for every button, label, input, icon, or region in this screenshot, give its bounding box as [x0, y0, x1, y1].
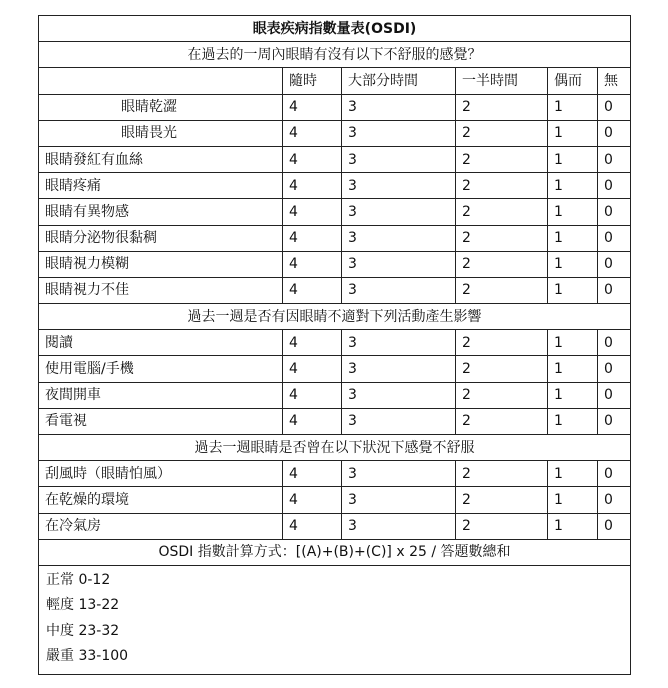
score-cell: 4	[283, 251, 342, 277]
question-row	[39, 94, 631, 120]
question-label: 眼睛疼痛	[39, 173, 283, 199]
score-cell: 3	[342, 94, 456, 120]
score-cell: 4	[283, 513, 342, 539]
score-cell: 1	[548, 461, 598, 487]
question-label: 眼睛發紅有血絲	[39, 146, 283, 172]
score-cell: 4	[283, 173, 342, 199]
score-cell: 3	[342, 408, 456, 434]
score-cell: 4	[283, 330, 342, 356]
section-row	[39, 304, 631, 330]
score-cell: 2	[456, 513, 548, 539]
question-row	[39, 330, 631, 356]
score-cell: 0	[598, 356, 631, 382]
score-cell: 0	[598, 330, 631, 356]
score-cell: 2	[456, 330, 548, 356]
question-row	[39, 487, 631, 513]
score-cell: 3	[342, 146, 456, 172]
score-cell: 1	[548, 330, 598, 356]
score-cell: 1	[548, 382, 598, 408]
question-row	[39, 461, 631, 487]
score-cell: 3	[342, 513, 456, 539]
score-cell: 3	[342, 251, 456, 277]
score-cell: 3	[342, 173, 456, 199]
question-label: 眼睛視力不佳	[39, 277, 283, 303]
question-label: 刮風時（眼睛怕風）	[39, 461, 283, 487]
question-label: 在冷氣房	[39, 513, 283, 539]
question-label: 夜間開車	[39, 382, 283, 408]
header-always: 隨時	[283, 68, 342, 94]
score-cell: 2	[456, 356, 548, 382]
section-row	[39, 539, 631, 565]
severity-item: 輕度 13-22	[46, 597, 120, 614]
score-cell: 4	[283, 120, 342, 146]
score-cell: 0	[598, 199, 631, 225]
score-cell: 4	[283, 382, 342, 408]
header-blank	[39, 68, 283, 94]
question-label: 閱讀	[39, 330, 283, 356]
score-cell: 1	[548, 94, 598, 120]
question-row	[39, 225, 631, 251]
question-row	[39, 199, 631, 225]
header-sometimes: 偶而	[548, 68, 598, 94]
header-row	[39, 68, 631, 94]
formula-row: OSDI 指數計算方式：[(A)+(B)+(C)] x 25 / 答題數總和	[39, 539, 631, 565]
score-cell: 1	[548, 199, 598, 225]
question-label: 眼睛有異物感	[39, 199, 283, 225]
question-row	[39, 173, 631, 199]
section-heading-2: 過去一週是否有因眼睛不適對下列活動產生影響	[39, 304, 631, 330]
score-cell: 4	[283, 146, 342, 172]
question-row	[39, 277, 631, 303]
score-cell: 2	[456, 382, 548, 408]
title-row	[39, 16, 631, 42]
score-cell: 2	[456, 94, 548, 120]
score-cell: 4	[283, 461, 342, 487]
score-cell: 3	[342, 330, 456, 356]
score-cell: 0	[598, 513, 631, 539]
score-cell: 0	[598, 382, 631, 408]
score-cell: 2	[456, 277, 548, 303]
osdi-table	[38, 15, 631, 675]
score-cell: 3	[342, 277, 456, 303]
question-label: 看電視	[39, 408, 283, 434]
question-label: 眼睛乾澀	[39, 94, 283, 120]
score-cell: 2	[456, 173, 548, 199]
score-cell: 0	[598, 225, 631, 251]
score-cell: 2	[456, 199, 548, 225]
section-row	[39, 42, 631, 68]
score-cell: 0	[598, 251, 631, 277]
score-cell: 0	[598, 94, 631, 120]
score-cell: 2	[456, 408, 548, 434]
score-cell: 1	[548, 277, 598, 303]
severity-item: 嚴重 33-100	[46, 648, 129, 665]
section-heading-1: 在過去的一周內眼睛有沒有以下不舒服的感覺？	[39, 42, 631, 68]
score-cell: 3	[342, 225, 456, 251]
score-cell: 4	[283, 356, 342, 382]
score-cell: 3	[342, 487, 456, 513]
score-cell: 2	[456, 251, 548, 277]
score-cell: 0	[598, 408, 631, 434]
score-cell: 0	[598, 120, 631, 146]
question-label: 眼睛分泌物很黏稠	[39, 225, 283, 251]
severity-item: 中度 23-32	[46, 622, 120, 639]
score-cell: 3	[342, 356, 456, 382]
score-cell: 1	[548, 173, 598, 199]
question-label: 在乾燥的環境	[39, 487, 283, 513]
score-cell: 3	[342, 461, 456, 487]
score-cell: 0	[598, 487, 631, 513]
score-cell: 4	[283, 487, 342, 513]
score-cell: 0	[598, 277, 631, 303]
question-row	[39, 146, 631, 172]
severity-row	[39, 565, 631, 674]
score-cell: 2	[456, 487, 548, 513]
score-cell: 4	[283, 408, 342, 434]
score-cell: 4	[283, 277, 342, 303]
score-cell: 1	[548, 513, 598, 539]
severity-scale	[39, 565, 631, 674]
score-cell: 2	[456, 120, 548, 146]
score-cell: 0	[598, 173, 631, 199]
score-cell: 1	[548, 225, 598, 251]
score-cell: 3	[342, 382, 456, 408]
score-cell: 0	[598, 461, 631, 487]
score-cell: 1	[548, 408, 598, 434]
score-cell: 2	[456, 225, 548, 251]
score-cell: 1	[548, 356, 598, 382]
question-label: 眼睛視力模糊	[39, 251, 283, 277]
question-row	[39, 408, 631, 434]
score-cell: 2	[456, 461, 548, 487]
severity-item: 正常 0-12	[46, 571, 111, 588]
question-row	[39, 513, 631, 539]
score-cell: 4	[283, 225, 342, 251]
score-cell: 4	[283, 199, 342, 225]
score-cell: 1	[548, 120, 598, 146]
question-label: 眼睛畏光	[39, 120, 283, 146]
question-row	[39, 356, 631, 382]
section-heading-3: 過去一週眼睛是否曾在以下狀況下感覺不舒服	[39, 435, 631, 461]
score-cell: 2	[456, 146, 548, 172]
header-most-time: 大部分時間	[342, 68, 456, 94]
score-cell: 3	[342, 199, 456, 225]
score-cell: 3	[342, 120, 456, 146]
question-row	[39, 251, 631, 277]
question-row	[39, 120, 631, 146]
score-cell: 1	[548, 251, 598, 277]
section-row	[39, 435, 631, 461]
score-cell: 1	[548, 146, 598, 172]
header-half-time: 一半時間	[456, 68, 548, 94]
score-cell: 4	[283, 94, 342, 120]
question-row	[39, 382, 631, 408]
score-cell: 1	[548, 487, 598, 513]
score-cell: 0	[598, 146, 631, 172]
header-none: 無	[598, 68, 631, 94]
table-title: 眼表疾病指數量表(OSDI)	[39, 16, 631, 42]
question-label: 使用電腦/手機	[39, 356, 283, 382]
